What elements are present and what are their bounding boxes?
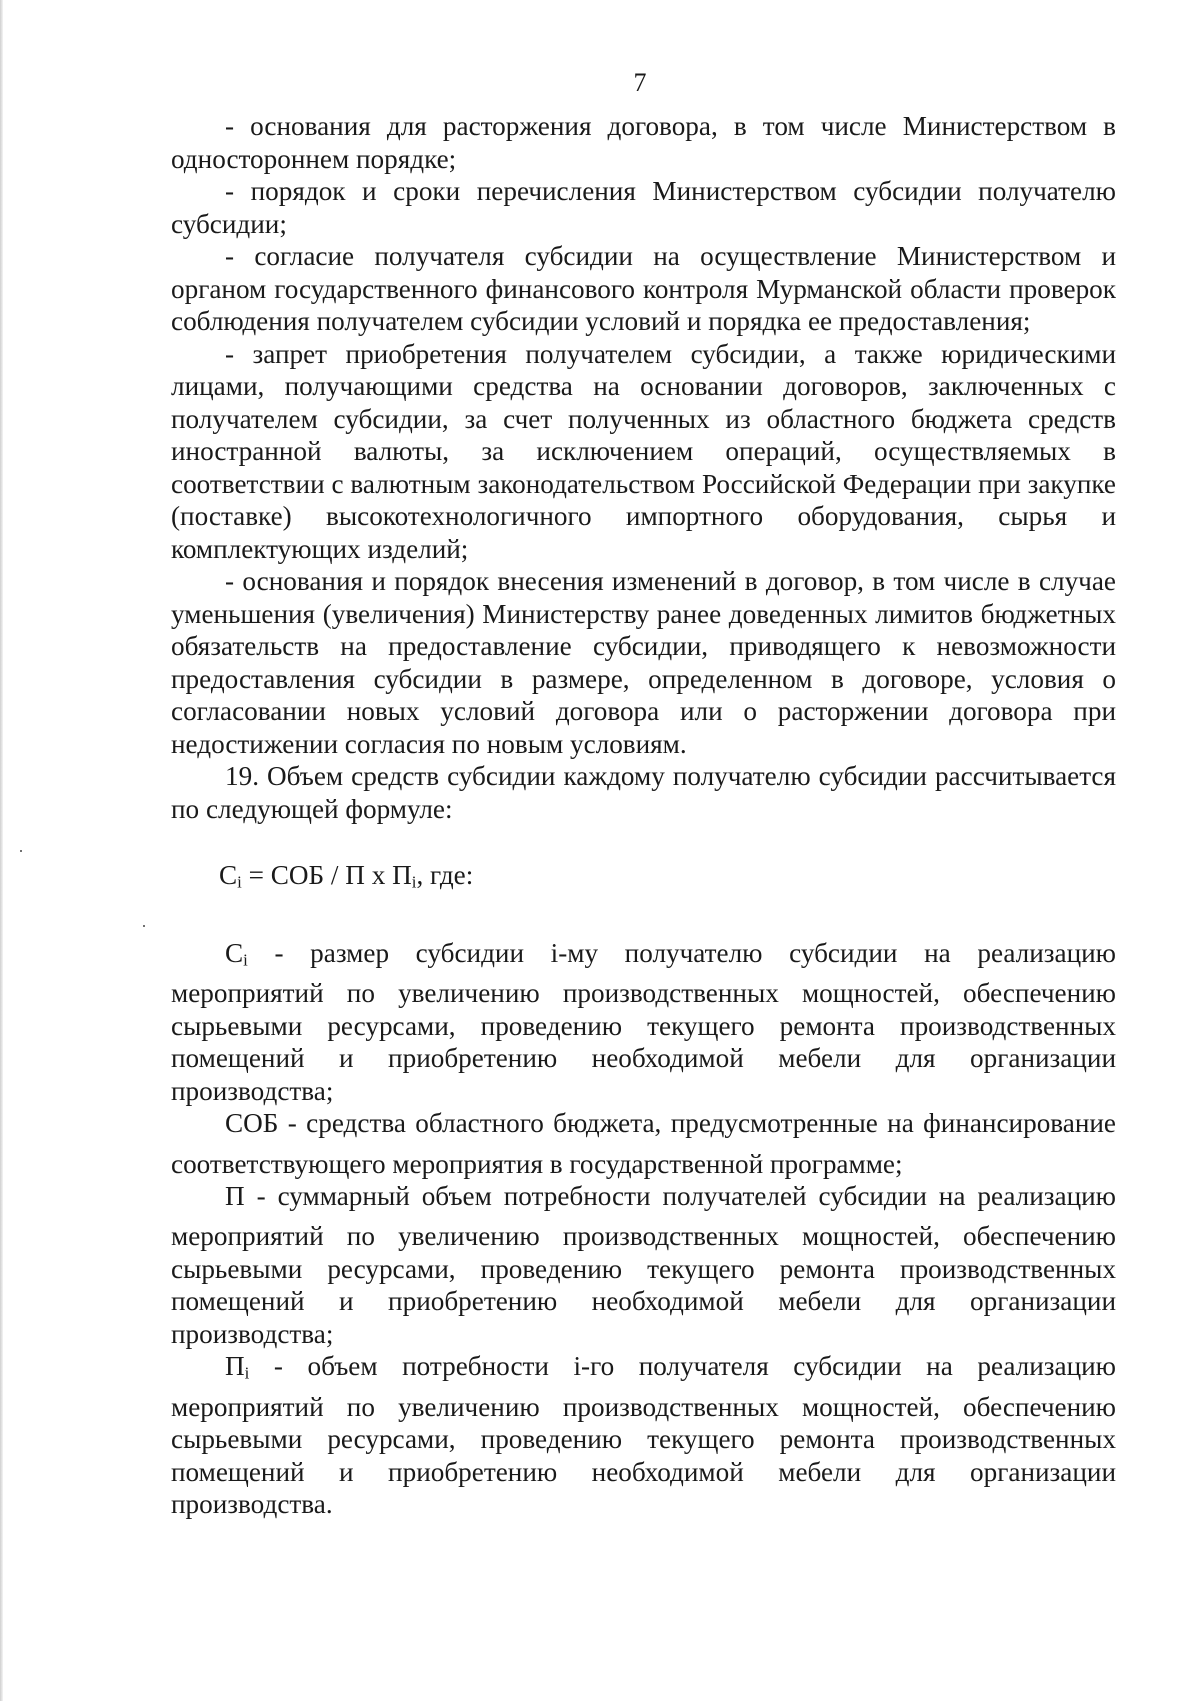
formula-lhs-subscript: i	[237, 872, 242, 892]
formula-lhs: C	[219, 860, 238, 890]
paragraph-currency-ban: - запрет приобретения получателем субсидии, а также юридическими лицами, получающими средства на основании договоров, заключенных с получателем субсидии, за счет полученных из областного бюджета средств иностранной валюты, за исключением операций, осуществляемых в соответствии с валютным законодательством Российской Федерации при закупке (поставке) высокотехнологичного импортного оборудования, сырья и комплектующих изделий;	[171, 338, 1116, 564]
paragraph-termination-grounds: - основания для расторжения договора, в том числе Министерством в одностороннем порядке;	[171, 111, 1116, 174]
paragraph-item-19: 19. Объем средств субсидии каждому получателю субсидии рассчитывается по следующей формуле:	[171, 761, 1116, 824]
definition-text: - суммарный объем потребности получателей субсидии на реализацию мероприятий по увеличению производственных мощностей, обеспечению сырьевыми ресурсами, проведению текущего ремонта производственных помещений и приобретению необходимой мебели для организации производства;	[171, 1181, 1116, 1349]
definition-text: - размер субсидии i-му получателю субсидии на реализацию мероприятий по увеличению производственных мощностей, обеспечению сырьевыми ресурсами, проведению текущего ремонта производственных помещений и приобретению необходимой мебели для организации производства;	[171, 938, 1116, 1106]
formula-rhs-subscript: i	[411, 872, 417, 892]
document-body	[171, 110, 1116, 1521]
definition-pi	[171, 1350, 1116, 1520]
paragraph-inspection-consent: - согласие получателя субсидии на осуществление Министерством и органом государственного финансового контроля Мурманской области проверок соблюдения получателем субсидии условий и порядка ее предоставления;	[171, 241, 1116, 336]
paragraph-contract-amendments: - основания и порядок внесения изменений в договор, в том числе в случае уменьшения (увеличения) Министерству ранее доведенных лимитов бюджетных обязательств на предоставление субсидии, приводящего к невозможности предоставления субсидии в размере, определенном в договоре, условия о согласовании новых условий договора или о расторжении договора при недостижении согласия по новым условиям.	[171, 566, 1116, 759]
definition-symbol: C	[225, 938, 244, 969]
subsidy-formula	[171, 859, 1116, 899]
definition-sob	[171, 1107, 1116, 1180]
definition-symbol: П	[225, 1181, 245, 1212]
definition-ci	[171, 937, 1116, 1107]
definition-symbol-subscript: i	[244, 1364, 250, 1384]
scan-edge	[0, 0, 3, 1701]
definition-text: - объем потребности i-го получателя субсидии на реализацию мероприятий по увеличению производственных мощностей, обеспечению сырьевыми ресурсами, проведению текущего ремонта производственных помещений и приобретению необходимой мебели для организации производства.	[171, 1351, 1116, 1520]
formula-middle: = СОБ / П х П	[241, 860, 412, 890]
scan-speck	[143, 925, 145, 927]
page-number: 7	[633, 68, 647, 97]
scan-speck	[20, 850, 22, 852]
definition-symbol: П	[225, 1351, 245, 1382]
formula-tail: , где:	[416, 860, 474, 890]
paragraph-transfer-procedure: - порядок и сроки перечисления Министерством субсидии получателю субсидии;	[171, 176, 1116, 239]
definition-symbol-subscript: i	[243, 950, 248, 970]
definition-text: - средства областного бюджета, предусмотренные на финансирование соответствующего мероприятия в государственной программе;	[171, 1108, 1116, 1179]
definition-p-total	[171, 1180, 1116, 1350]
definition-symbol: СОБ	[225, 1108, 279, 1139]
